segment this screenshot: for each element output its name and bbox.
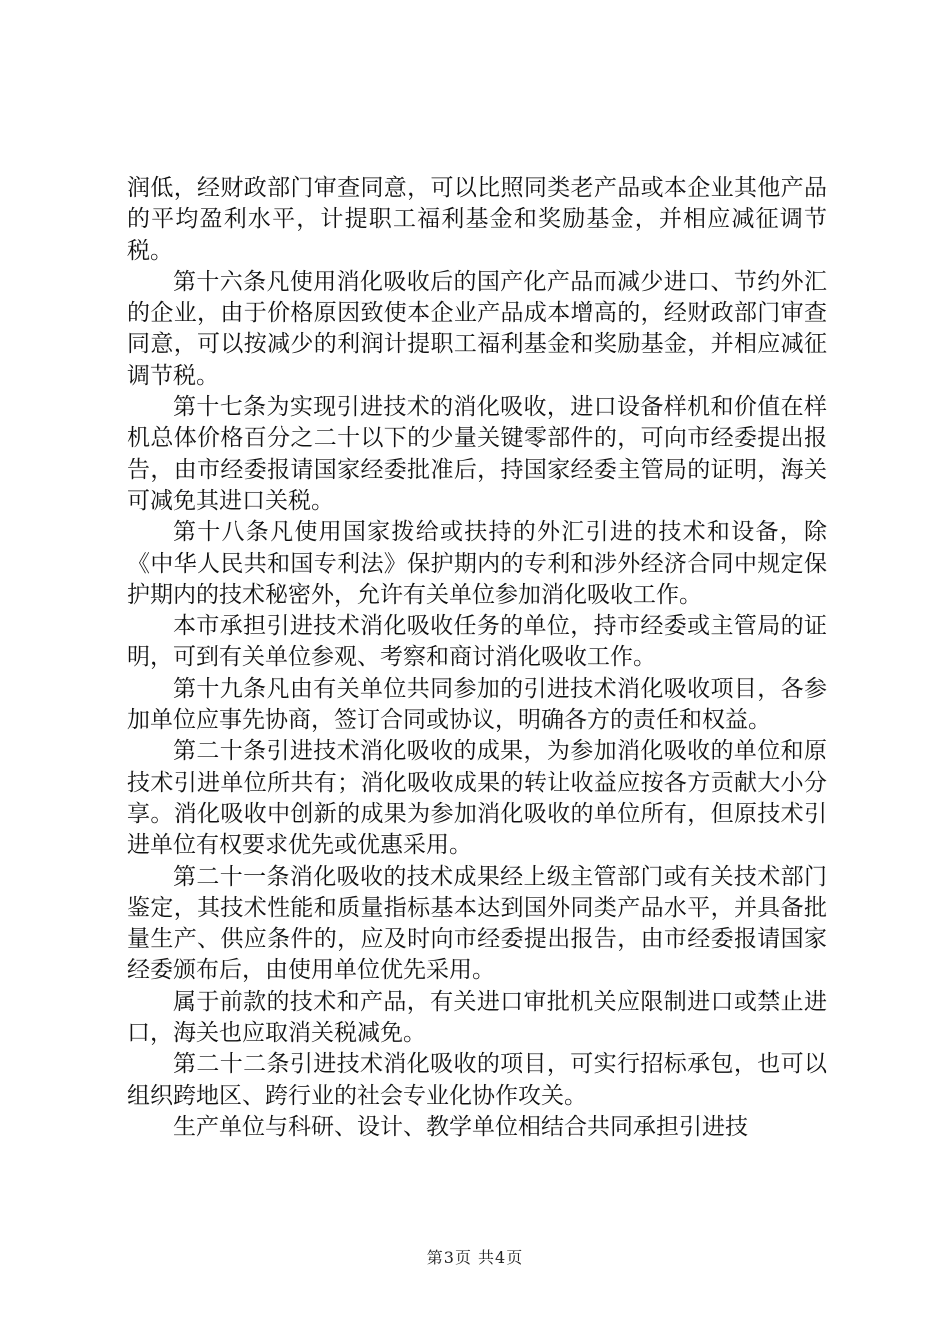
paragraph: 属于前款的技术和产品，有关进口审批机关应限制进口或禁止进口，海关也应取消关税减免。 [127, 988, 827, 1047]
paragraph: 第二十二条引进技术消化吸收的项目，可实行招标承包，也可以组织跨地区、跨行业的社会专业化协作攻关。 [127, 1051, 827, 1109]
paragraph: 第二十一条消化吸收的技术成果经上级主管部门或有关技术部门鉴定，其技术性能和质量指标基本达到国外同类产品水平，并具备批量生产、供应条件的，应及时向市经委提出报告，由市经委报请国家经委颁布后，由使用单位优先采用。 [127, 863, 827, 984]
paragraph: 生产单位与科研、设计、教学单位相结合共同承担引进技 [173, 1113, 748, 1140]
paragraph: 第十六条凡使用消化吸收后的国产化产品而减少进口、节约外汇的企业，由于价格原因致使本企业产品成本增高的，经财政部门审查同意，可以按减少的利润计提职工福利基金和奖励基金，并相应减征调节税。 [127, 268, 827, 389]
document-body [127, 173, 827, 1143]
paragraph: 第十八条凡使用国家拨给或扶持的外汇引进的技术和设备，除《中华人民共和国专利法》保护期内的专利和涉外经济合同中规定保护期内的技术秘密外，允许有关单位参加消化吸收工作。 [127, 519, 827, 608]
paragraph: 第十七条为实现引进技术的消化吸收，进口设备样机和价值在样机总体价格百分之二十以下的少量关键零部件的，可向市经委提出报告，由市经委报请国家经委批准后，持国家经委主管局的证明，海关可减免其进口关税。 [127, 394, 827, 514]
paragraph: 润低，经财政部门审查同意，可以比照同类老产品或本企业其他产品的平均盈利水平，计提职工福利基金和奖励基金，并相应减征调节税。 [127, 175, 827, 264]
page-footer: 第3页 共4页 [426, 1248, 524, 1267]
paragraph: 本市承担引进技术消化吸收任务的单位，持市经委或主管局的证明，可到有关单位参观、考察和商讨消化吸收工作。 [127, 613, 827, 671]
paragraph: 第十九条凡由有关单位共同参加的引进技术消化吸收项目，各参加单位应事先协商，签订合同或协议，明确各方的责任和权益。 [127, 675, 827, 734]
paragraph: 第二十条引进技术消化吸收的成果，为参加消化吸收的单位和原技术引进单位所共有；消化吸收成果的转让收益应按各方贡献大小分享。消化吸收中创新的成果为参加消化吸收的单位所有，但原技术引进单位有权要求优先或优惠采用。 [127, 738, 827, 859]
